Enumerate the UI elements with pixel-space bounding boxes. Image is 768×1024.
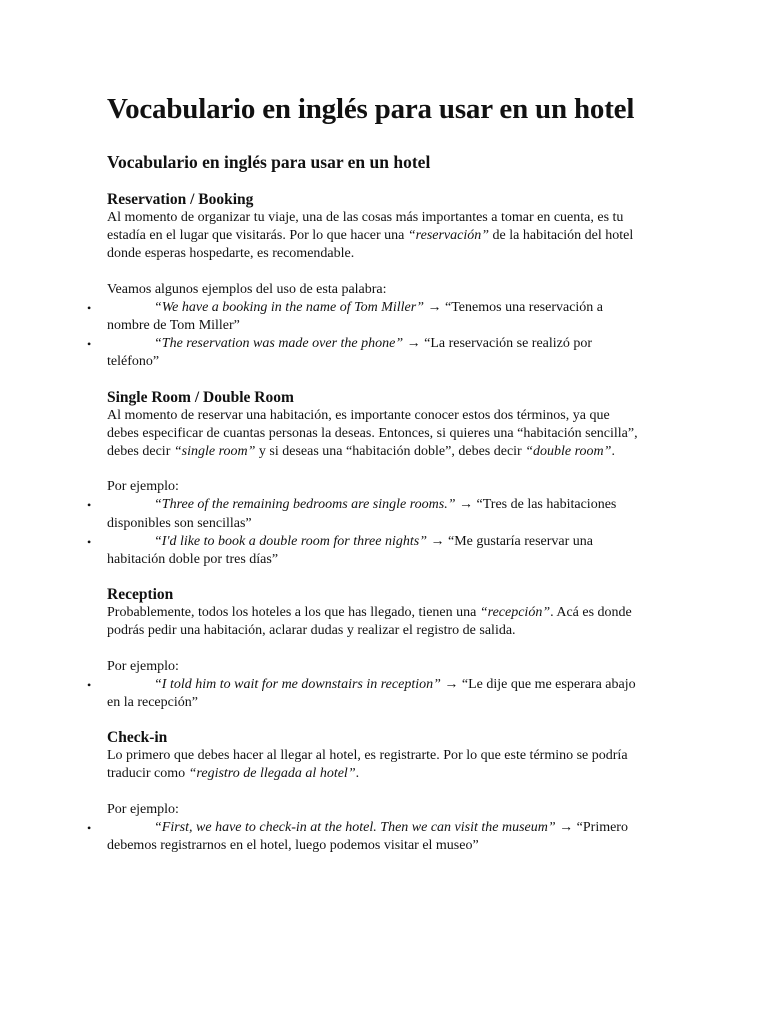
document-page <box>87 92 639 855</box>
section-reception <box>87 585 639 712</box>
examples-label: Por ejemplo: <box>107 801 179 817</box>
bullet-icon: • <box>87 534 92 549</box>
examples-label: Veamos algunos ejemplos del uso de esta palabra: <box>107 281 387 297</box>
section-heading: Check-in <box>107 729 168 747</box>
section-heading: Reservation / Booking <box>107 191 254 208</box>
list-item: • “First, we have to check-in at the hotel. Then we can visit the museum” → “Primero debemos registrarnos en el hotel, luego podemos visitar el museo” <box>87 819 628 854</box>
section-intro: Al momento de reservar una habitación, es importante conocer estos dos términos, ya que debes especificar de cuantas personas la deseas. Entonces, si quieres una “habitación sencilla”, debes decir “single room” y si deseas una “habitación doble”, debes decir “double room”. <box>107 407 638 460</box>
section-intro: Al momento de organizar tu viaje, una de las cosas más importantes a tomar en cuenta, es tu estadía en el lugar que visitarás. Por lo que hacer una “reservación” de la habitación del hotel donde esperas hospedarte, es recomendable. <box>107 210 634 262</box>
list-item: • “I'd like to book a double room for three nights” → “Me gustaría reservar una habitación doble por tres días” <box>87 533 593 568</box>
section-reservation <box>87 190 639 372</box>
examples-list <box>87 676 639 712</box>
section-heading: Reception <box>107 586 174 604</box>
examples-list <box>87 299 639 372</box>
bullet-icon: • <box>87 677 92 692</box>
examples-label: Por ejemplo: <box>107 658 179 674</box>
section-check-in <box>87 728 639 855</box>
examples-list <box>87 819 639 855</box>
bullet-icon: • <box>87 337 92 352</box>
section-intro: Probablemente, todos los hoteles a los que has llegado, tienen una “recepción”. Acá es donde podrás pedir una habitación, aclarar dudas y realizar el registro de salida. <box>107 605 632 639</box>
bullet-icon: • <box>87 498 92 513</box>
section-intro: Lo primero que debes hacer al llegar al hotel, es registrarte. Por lo que este término se podría traducir como “registro de llegada al hotel”. <box>107 748 628 782</box>
examples-label: Por ejemplo: <box>107 479 179 495</box>
bullet-icon: • <box>87 300 92 315</box>
page-title: Vocabulario en inglés para usar en un hotel <box>107 93 635 125</box>
list-item: • “The reservation was made over the phone” → “La reservación se realizó por teléfono” <box>87 336 593 370</box>
bullet-icon: • <box>87 820 92 835</box>
list-item: • “Three of the remaining bedrooms are single rooms.” → “Tres de las habitaciones disponibles son sencillas” <box>87 497 617 531</box>
section-single-double-room <box>87 388 639 570</box>
list-item: • “We have a booking in the name of Tom Miller” → “Tenemos una reservación a nombre de Tom Miller” <box>87 299 604 334</box>
section-heading: Single Room / Double Room <box>107 388 294 406</box>
list-item: • “I told him to wait for me downstairs in reception” → “Le dije que me esperara abajo en la recepción” <box>87 676 636 711</box>
page-subtitle: Vocabulario en inglés para usar en un hotel <box>107 152 431 172</box>
examples-list <box>87 496 639 569</box>
